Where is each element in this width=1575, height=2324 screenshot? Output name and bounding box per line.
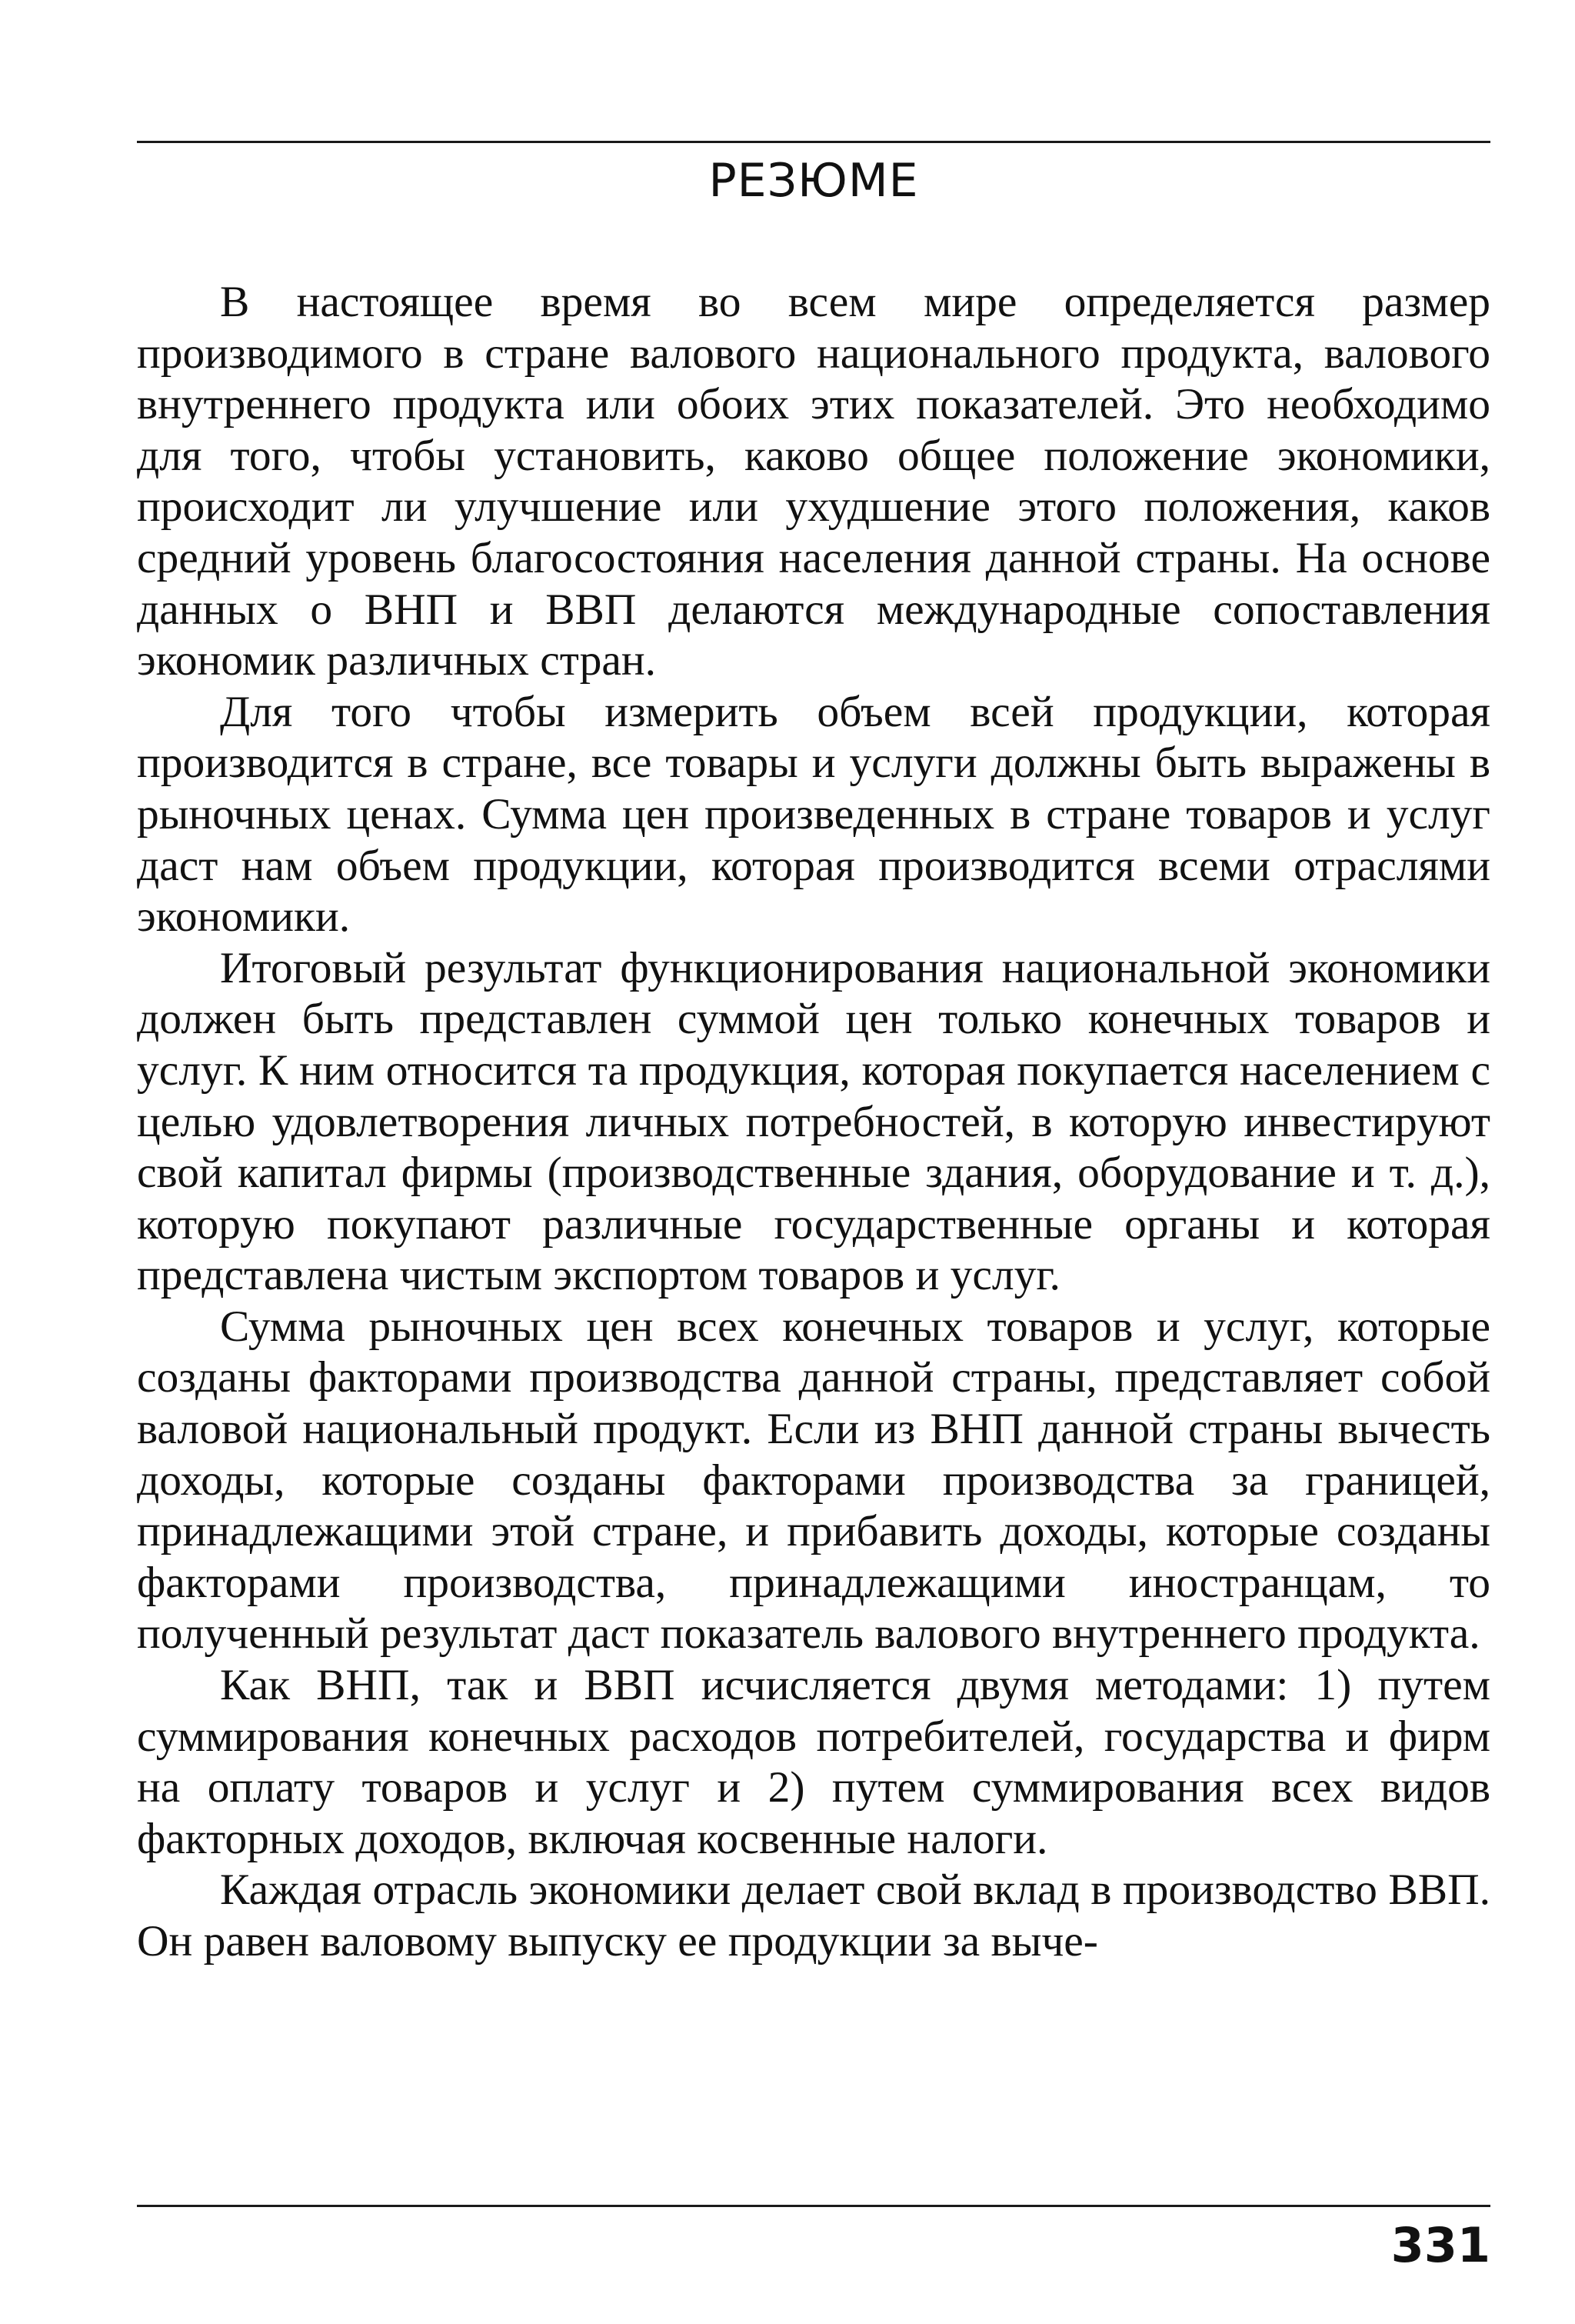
bottom-rule	[137, 2205, 1490, 2207]
page-number: 331	[1390, 2217, 1490, 2273]
section-title: РЕЗЮМЕ	[708, 154, 919, 208]
paragraph-3: Итоговый результат функционирования национальной экономики должен быть представлен суммой цен только конечных товаров и услуг. К ним относится та продукция, которая покупается населением с целью удовлетворения личных потребностей, в которую инвестируют свой капитал фирмы (производственные здания, оборудование и т. д.), которую покупают различные государственные органы и которая представлена чистым экспортом товаров и услуг.	[137, 943, 1490, 1300]
paragraph-2: Для того чтобы измерить объем всей продукции, которая производится в стране, все товары и услуги должны быть выражены в рыночных ценах. Сумма цен произведенных в стране товаров и услуг даст нам объем продукции, которая производится всеми отраслями экономики.	[137, 687, 1490, 942]
top-rule	[137, 141, 1490, 143]
paragraph-4: Сумма рыночных цен всех конечных товаров и услуг, которые созданы факторами производства данной страны, представляет собой валовой национальный продукт. Если из ВНП данной страны вычесть доходы, которые созданы факторами производства за границей, принадлежащими этой стране, и прибавить доходы, которые созданы факторами производства, принадлежащими иностранцам, то полученный результат даст показатель валового внутреннего продукта.	[137, 1302, 1490, 1659]
body-text	[137, 277, 1490, 1968]
paragraph-5: Как ВНП, так и ВВП исчисляется двумя методами: 1) путем суммирования конечных расходов потребителей, государства и фирм на оплату товаров и услуг и 2) путем суммирования всех видов факторных доходов, включая косвенные налоги.	[137, 1661, 1490, 1863]
paragraph-1: В настоящее время во всем мире определяется размер производимого в стране валового национального продукта, валового внутреннего продукта или обоих этих показателей. Это необходимо для того, чтобы установить, каково общее положение экономики, происходит ли улучшение или ухудшение этого положения, каков средний уровень благосостояния населения данной страны. На основе данных о ВНП и ВВП делаются международные сопоставления экономик различных стран.	[137, 278, 1490, 685]
paragraph-6: Каждая отрасль экономики делает свой вклад в производство ВВП. Он равен валовому выпуску ее продукции за выче-	[137, 1866, 1490, 1966]
